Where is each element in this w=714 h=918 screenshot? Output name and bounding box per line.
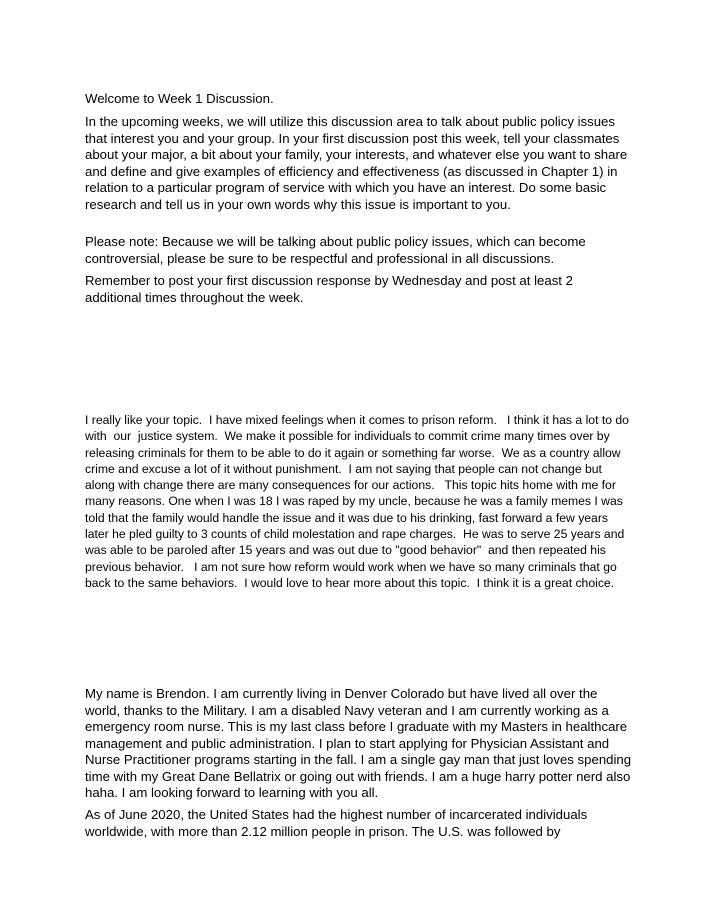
welcome-heading: Welcome to Week 1 Discussion. — [85, 91, 274, 106]
introduction-post: My name is Brendon. I am currently living in Denver Colorado but have lived all over the world, thanks to the Military. I am a disabled Navy veteran and I am currently working as a emergency room nurse. This is my last class before I graduate with my Masters in healthcare management and public administration. I plan to start applying for Physician Assistant and Nurse Practitioner programs starting in the fall. I am a single gay man that just loves spending time with my Great Dane Bellatrix or going out with friends. I am a huge harry potter nerd also haha. I am looking forward to learning with you all. — [85, 686, 635, 800]
discussion-instructions: In the upcoming weeks, we will utilize this discussion area to talk about public policy issues that interest you and your group. In your first discussion post this week, tell your classmates about your major, a bit about your family, your interests, and whatever else you want to share and define and give examples of efficiency and effectiveness (as discussed in Chapter 1) in relation to a particular program of service with which you have an interest. Do some basic research and tell us in your own words why this issue is important to you. — [85, 114, 631, 212]
posting-reminder: Remember to post your first discussion response by Wednesday and post at least 2 additional times throughout the week. — [85, 273, 577, 305]
peer-reply: I really like your topic. I have mixed feelings when it comes to prison reform. I think it has a lot to do with our justice system. We make it possible for individuals to commit crime many times over by releasing criminals for them to be able to do it again or something far worse. We as a country allow crime and excuse a lot of it without punishment. I am not saying that people can not change but along with change there are many consequences for our actions. This topic hits home with me for many reasons. One when I was 18 I was raped by my uncle, because he was a family memes I was told that the family would handle the issue and it was due to his drinking, fast forward a few years later he pled guilty to 3 counts of child molestation and rape charges. He was to serve 25 years and was able to be paroled after 15 years and was out due to "good behavior" and then repeated his previous behavior. I am not sure how reform would work when we have so many criminals that go back to the same behaviors. I would love to hear more about this topic. I think it is a great choice. — [85, 413, 633, 590]
respect-note: Please note: Because we will be talking about public policy issues, which can become controversial, please be sure to be respectful and professional in all discussions. — [85, 234, 590, 266]
incarceration-paragraph: As of June 2020, the United States had the highest number of incarcerated individuals worldwide, with more than 2.12 million people in prison. The U.S. was followed by — [85, 807, 591, 839]
